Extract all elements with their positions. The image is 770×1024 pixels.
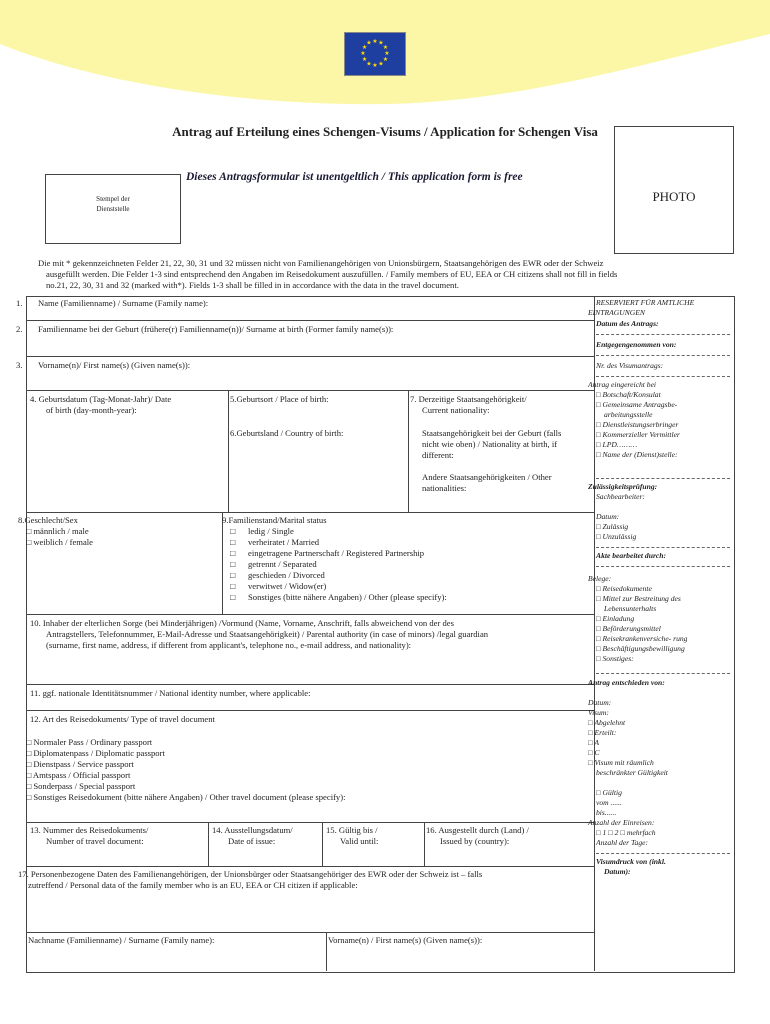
field-16-issued-by-2: Issued by (country): xyxy=(440,836,510,846)
doc-type-option-3[interactable]: □ Amtspass / Official passport xyxy=(26,770,131,780)
official-clerk: Sachbearbeiter: xyxy=(596,492,645,501)
doc-type-option-4[interactable]: □ Sonderpass / Special passport xyxy=(26,781,136,791)
official-entries-options: □ 1 □ 2 □ mehrfach xyxy=(596,828,656,837)
col-divider xyxy=(424,822,425,866)
checkbox-icon[interactable]: □ xyxy=(230,537,236,547)
official-decision: Antrag entschieden von: xyxy=(588,678,665,687)
form-title: Antrag auf Erteilung eines Schengen-Visums / Application for Schengen Visa xyxy=(172,124,598,139)
dashed-divider xyxy=(596,355,730,356)
dashed-divider xyxy=(596,673,730,674)
notice-line-1: Die mit * gekennzeichneten Felder 21, 22, 30, 31 und 32 müssen nicht von Familienangehörigen von Unionsbürgern, Staatsangehörigen des EWR oder der Schweiz xyxy=(38,258,604,268)
field-14-issue-date[interactable]: 14. Ausstellungsdatum/ xyxy=(212,825,293,835)
row-divider xyxy=(26,320,595,321)
field-10-guardian-2: Antragstellers, Telefonnummer, E-Mail-Adresse und Staatsangehörigkeit) / Parental authority (in case of minors) /legal guardian xyxy=(46,629,489,639)
field-8-sex: 8.Geschlecht/Sex xyxy=(18,515,78,525)
marital-option-4[interactable]: geschieden / Divorced xyxy=(248,570,325,580)
notice-line-2: ausgefüllt werden. Die Felder 1-3 sind entsprechend den Angaben im Reisedokument auszufüllen. / Family members of EU, EEA or CH citizens shall not fill in fields xyxy=(46,269,618,279)
field-4-birthdate-label-2: of birth (day-month-year): xyxy=(46,405,137,415)
visa-option-1: □ Erteilt: xyxy=(588,728,617,737)
row-divider xyxy=(26,932,595,933)
field-16-issued-by[interactable]: 16. Ausgestellt durch (Land) / xyxy=(426,825,529,835)
official-received-by: Entgegengenommen von: xyxy=(596,340,677,349)
official-file-processed: Akte bearbeitet durch: xyxy=(596,551,667,560)
field-17-surname[interactable]: Nachname (Familienname) / Surname (Family name): xyxy=(28,935,215,945)
submitted-option-4: □ Kommerzieller Vermittler xyxy=(596,430,680,439)
official-date: Datum: xyxy=(596,512,620,521)
svg-text:★: ★ xyxy=(360,50,366,57)
dashed-divider xyxy=(596,334,730,335)
field-10-guardian[interactable]: 10. Inhaber der elterlichen Sorge (bei Minderjährigen) /Vormund (Name, Vorname, Anschrift, falls abweichend von der des xyxy=(30,618,454,628)
field-7-other-nationalities[interactable]: Andere Staatsangehörigkeiten / Other xyxy=(422,472,552,482)
svg-text:★: ★ xyxy=(384,50,390,57)
field-15-valid-until-2: Valid until: xyxy=(340,836,379,846)
svg-text:★: ★ xyxy=(382,44,389,51)
form-subtitle: Dieses Antragsformular ist unentgeltlich / This application form is free xyxy=(186,171,523,183)
doc-type-option-2[interactable]: □ Dienstpass / Service passport xyxy=(26,759,134,769)
field-1-surname[interactable]: Name (Familienname) / Surname (Family name): xyxy=(38,298,209,308)
official-supporting-docs: Belege: xyxy=(588,574,612,583)
sex-option-male[interactable]: □ männlich / male xyxy=(26,526,89,536)
field-12-doc-type: 12. Art des Reisedokuments/ Type of travel document xyxy=(30,714,215,724)
doc-type-option-5[interactable]: □ Sonstiges Reisedokument (bitte nähere Angaben) / Other travel document (please specify): xyxy=(26,792,346,802)
svg-text:★: ★ xyxy=(382,56,389,63)
field-7-birth-nationality[interactable]: Staatsangehörigkeit bei der Geburt (falls xyxy=(422,428,562,438)
dashed-divider xyxy=(596,478,730,479)
field-10-guardian-3: (surname, first name, address, if different from applicant's, telephone no., e-mail address, and nationality): xyxy=(46,640,412,650)
dashed-divider xyxy=(596,376,730,377)
visa-option-4: □ Visum mit räumlich xyxy=(588,758,654,767)
field-3-number: 3. xyxy=(16,360,23,370)
official-entries: Anzahl der Einreisen: xyxy=(588,818,655,827)
official-date-of-application: Datum des Antrags: xyxy=(596,319,659,328)
submitted-option-3: □ Dienstleistungserbringer xyxy=(596,420,679,429)
submitted-option-2: arbeitungsstelle xyxy=(604,410,653,419)
visa-option-2: □ A xyxy=(588,738,599,747)
field-4-birthdate-label[interactable]: 4. Geburtsdatum (Tag-Monat-Jahr)/ Date xyxy=(30,394,172,404)
marital-option-3[interactable]: getrennt / Separated xyxy=(248,559,317,569)
official-submitted-at: Antrag eingereicht bei xyxy=(588,380,657,389)
official-admissibility: Zulässigkeitsprüfung: xyxy=(588,482,658,491)
official-application-number: Nr. des Visumantrags: xyxy=(596,361,664,370)
row-divider xyxy=(26,390,595,391)
marital-option-0[interactable]: ledig / Single xyxy=(248,526,294,536)
svg-text:★: ★ xyxy=(372,62,378,69)
dashed-divider xyxy=(596,566,730,567)
field-7-nationality[interactable]: 7. Derzeitige Staatsangehörigkeit/ xyxy=(410,394,527,404)
supporting-option-7: □ Sonstiges: xyxy=(596,654,634,663)
row-divider xyxy=(26,512,595,513)
checkbox-icon[interactable]: □ xyxy=(230,548,236,558)
marital-option-6[interactable]: Sonstiges (bitte nähere Angaben) / Other (please specify): xyxy=(248,592,447,602)
photo-label: PHOTO xyxy=(652,189,696,204)
stamp-box xyxy=(45,174,181,244)
supporting-option-0: □ Reisedokumente xyxy=(596,584,652,593)
field-7-other-nationalities-2: nationalities: xyxy=(422,483,467,493)
field-5-birthplace[interactable]: 5.Geburtsort / Place of birth: xyxy=(230,394,329,404)
svg-text:★: ★ xyxy=(372,38,378,45)
col-divider xyxy=(322,822,323,866)
row-divider xyxy=(26,866,595,867)
dashed-divider xyxy=(596,853,730,854)
svg-text:★: ★ xyxy=(361,56,368,63)
checkbox-icon[interactable]: □ xyxy=(230,570,236,580)
submitted-option-0: □ Botschaft/Konsulat xyxy=(596,390,661,399)
field-7-birth-nationality-3: different: xyxy=(422,450,454,460)
sex-option-female[interactable]: □ weiblich / female xyxy=(26,537,93,547)
field-9-marital-status: 9.Familienstand/Marital status xyxy=(222,515,327,525)
official-visa-print: Visumdruck von (inkl. xyxy=(596,857,666,866)
svg-text:★: ★ xyxy=(366,39,372,47)
supporting-option-1: □ Mittel zur Bestreitung des xyxy=(596,594,681,603)
official-decision-date: Datum: xyxy=(588,698,612,707)
submitted-option-6: □ Name der (Dienst)stelle: xyxy=(596,450,678,459)
col-divider xyxy=(208,822,209,866)
field-2-surname-at-birth[interactable]: Familienname bei der Geburt (frühere(r) Familienname(n))/ Surname at birth (Former family name(s)): xyxy=(38,324,394,334)
visa-option-0: □ Abgelehnt xyxy=(588,718,626,727)
row-divider xyxy=(26,684,595,685)
photo-box xyxy=(614,126,734,254)
eu-flag-icon xyxy=(344,32,406,76)
col-divider xyxy=(408,390,409,512)
checkbox-icon[interactable]: □ xyxy=(230,526,236,536)
field-14-issue-date-2: Date of issue: xyxy=(228,836,276,846)
official-visa-print-2: Datum): xyxy=(604,867,631,876)
official-valid-from: vom ...... xyxy=(596,798,622,807)
official-days: Anzahl der Tage: xyxy=(596,838,649,847)
field-17-family-member: 17. Personenbezogene Daten des Familienangehörigen, der Unionsbürger oder Staatsangehöriger des EWR oder der Schweiz ist – falls xyxy=(18,869,483,879)
submitted-option-5: □ LPD……… xyxy=(596,440,638,449)
supporting-option-5: □ Reisekrankenversiche- rung xyxy=(596,634,688,643)
row-divider xyxy=(26,356,595,357)
doc-type-option-0[interactable]: □ Normaler Pass / Ordinary passport xyxy=(26,737,153,747)
marital-option-5[interactable]: verwitwet / Widow(er) xyxy=(248,581,327,591)
field-15-valid-until[interactable]: 15. Gültig bis / xyxy=(326,825,378,835)
marital-option-1[interactable]: verheiratet / Married xyxy=(248,537,320,547)
field-2-number: 2. xyxy=(16,324,23,334)
field-1-number: 1. xyxy=(16,298,23,308)
field-13-doc-number[interactable]: 13. Nummer des Reisedokuments/ xyxy=(30,825,149,835)
field-11-national-id[interactable]: 11. ggf. nationale Identitätsnummer / National identity number, where applicable: xyxy=(30,688,311,698)
field-7-birth-nationality-2: nicht wie oben) / Nationality at birth, if xyxy=(422,439,558,449)
field-6-birth-country[interactable]: 6.Geburtsland / Country of birth: xyxy=(230,428,344,438)
row-divider xyxy=(26,822,595,823)
field-3-first-names[interactable]: Vorname(n)/ First name(s) (Given name(s)): xyxy=(38,360,191,370)
checkbox-icon[interactable]: □ xyxy=(230,559,236,569)
submitted-option-1: □ Gemeinsame Antragsbe- xyxy=(596,400,678,409)
col-divider xyxy=(222,512,223,614)
reserved-label: RESERVIERT FÜR AMTLICHE xyxy=(596,298,695,307)
visa-option-5: beschränkter Gültigkeit xyxy=(596,768,668,777)
svg-text:★: ★ xyxy=(366,60,372,68)
official-valid: □ Gültig xyxy=(596,788,622,797)
doc-type-option-1[interactable]: □ Diplomatenpass / Diplomatic passport xyxy=(26,748,165,758)
field-17-first-names[interactable]: Vorname(n) / First name(s) (Given name(s)): xyxy=(328,935,483,945)
row-divider xyxy=(26,710,595,711)
field-7-nationality-2: Current nationality: xyxy=(422,405,490,415)
reserved-label-2: EINTRAGUNGEN xyxy=(588,308,645,317)
field-17-family-member-2: zutreffend / Personal data of the family member who is an EU, EEA or CH citizen if applicable: xyxy=(28,880,358,890)
inadmissible-option: □ Unzulässig xyxy=(596,532,637,541)
checkbox-icon[interactable]: □ xyxy=(230,592,236,602)
supporting-option-3: □ Einladung xyxy=(596,614,635,623)
svg-text:★: ★ xyxy=(378,60,384,68)
official-valid-until: bis...... xyxy=(596,808,617,817)
official-visa: Visum: xyxy=(588,708,609,717)
checkbox-icon[interactable]: □ xyxy=(230,581,236,591)
eu-stars-icon xyxy=(345,33,405,75)
stamp-label-2: Dienststelle xyxy=(96,205,130,213)
supporting-option-2: Lebensunterhalts xyxy=(604,604,657,613)
visa-option-3: □ C xyxy=(588,748,600,757)
col-divider xyxy=(228,390,229,512)
notice-line-3: no.21, 22, 30, 31 and 32 (marked with*). Fields 1-3 shall be filled in in accordance with the data in the travel document. xyxy=(46,280,459,290)
marital-option-2[interactable]: eingetragene Partnerschaft / Registered Partnership xyxy=(248,548,425,558)
col-divider xyxy=(326,932,327,971)
dashed-divider xyxy=(596,547,730,548)
official-column-divider xyxy=(594,296,595,971)
admissible-option: □ Zulässig xyxy=(596,522,629,531)
field-13-doc-number-2: Number of travel document: xyxy=(46,836,144,846)
svg-text:★: ★ xyxy=(361,44,368,51)
supporting-option-6: □ Beschäftigungsbewilligung xyxy=(596,644,685,653)
supporting-option-4: □ Beförderungsmittel xyxy=(596,624,661,633)
svg-text:★: ★ xyxy=(378,39,384,47)
stamp-label-1: Stempel der xyxy=(96,195,130,203)
row-divider xyxy=(26,614,595,615)
